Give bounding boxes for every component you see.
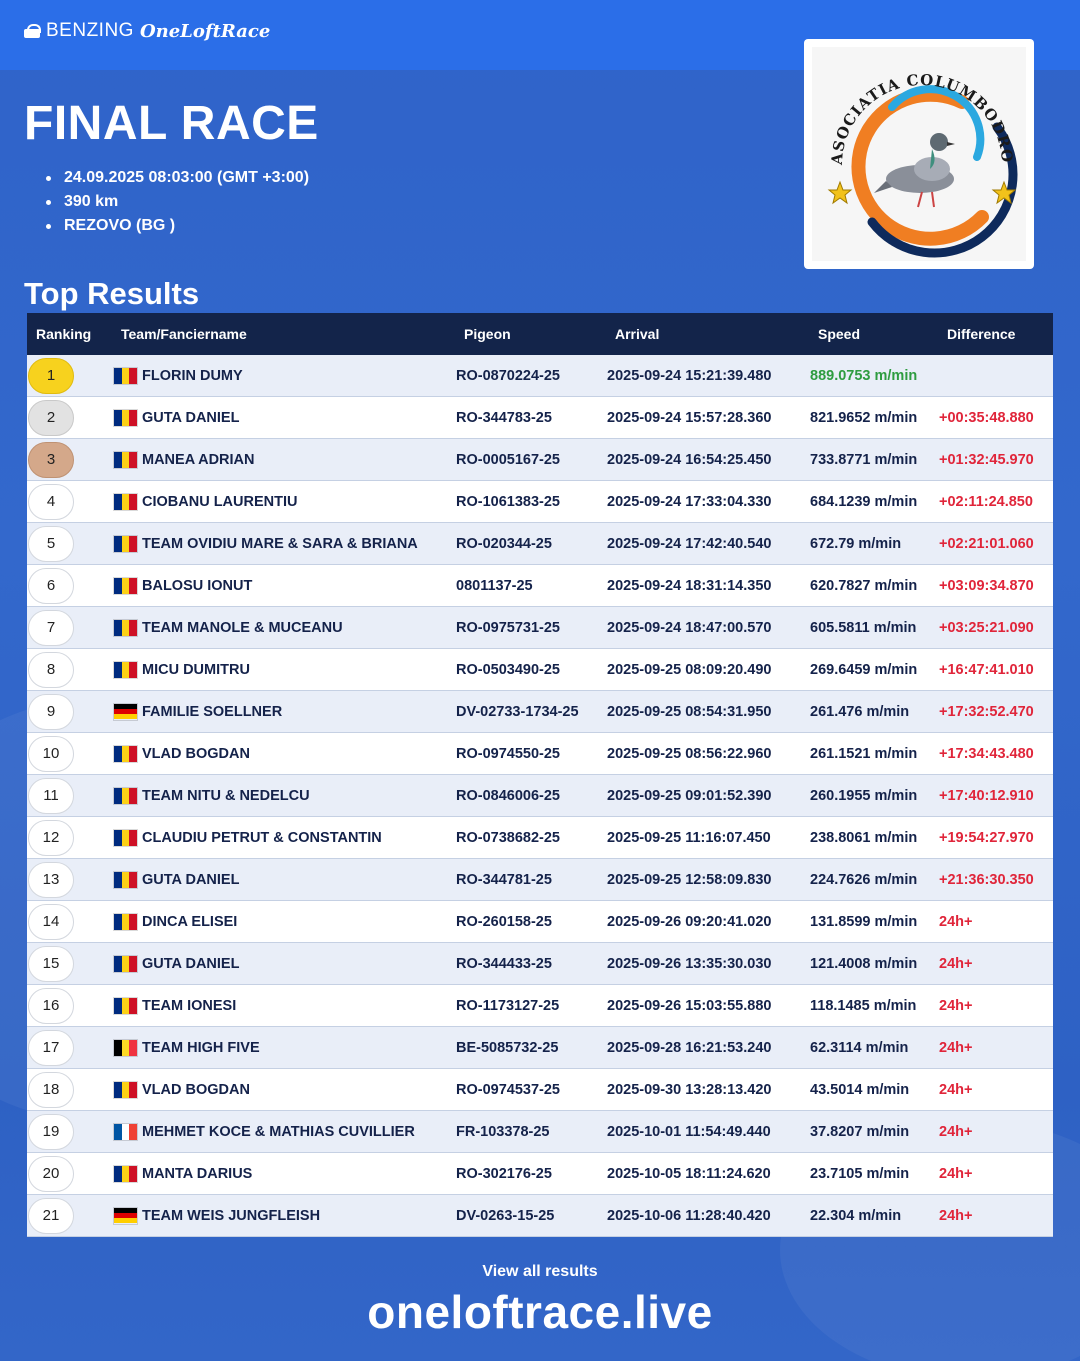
difference-value: 24h+ bbox=[939, 1207, 973, 1224]
table-row[interactable] bbox=[27, 859, 1053, 901]
table-row[interactable] bbox=[27, 649, 1053, 691]
results-table bbox=[27, 313, 1053, 1237]
race-title: FINAL RACE bbox=[24, 97, 319, 150]
arrival-time: 2025-09-24 15:57:28.360 bbox=[607, 409, 772, 426]
table-row[interactable] bbox=[27, 901, 1053, 943]
country-flag-icon bbox=[113, 787, 138, 805]
difference-value: 24h+ bbox=[939, 997, 973, 1014]
team-name[interactable]: MEHMET KOCE & MATHIAS CUVILLIER bbox=[142, 1123, 415, 1140]
arrival-time: 2025-09-24 15:21:39.480 bbox=[607, 367, 772, 384]
table-row[interactable] bbox=[27, 775, 1053, 817]
rank-cell bbox=[27, 1198, 113, 1234]
pigeon-id: RO-0974537-25 bbox=[456, 1081, 560, 1098]
speed-value: 22.304 m/min bbox=[810, 1207, 902, 1224]
difference-value: 24h+ bbox=[939, 913, 973, 930]
table-row[interactable] bbox=[27, 523, 1053, 565]
rank-cell bbox=[27, 946, 113, 982]
brand-product: OneLoftRace bbox=[139, 20, 271, 42]
rank-badge: 7 bbox=[28, 610, 74, 646]
difference-value: +01:32:45.970 bbox=[939, 451, 1034, 468]
site-url[interactable]: oneloftrace.live bbox=[367, 1286, 713, 1338]
team-cell bbox=[113, 955, 456, 973]
pigeon-id: 0801137-25 bbox=[456, 577, 533, 594]
speed-value: 43.5014 m/min bbox=[810, 1081, 910, 1098]
speed-value: 269.6459 m/min bbox=[810, 661, 918, 678]
pigeon-id: FR-103378-25 bbox=[456, 1123, 550, 1140]
team-cell bbox=[113, 577, 456, 595]
difference-value: +17:34:43.480 bbox=[939, 745, 1034, 762]
table-row[interactable] bbox=[27, 1027, 1053, 1069]
team-name[interactable]: VLAD BOGDAN bbox=[142, 745, 250, 762]
speed-value: 889.0753 m/min bbox=[810, 367, 918, 384]
team-cell bbox=[113, 1207, 456, 1225]
team-cell bbox=[113, 367, 456, 385]
arrival-time: 2025-09-24 17:33:04.330 bbox=[607, 493, 772, 510]
speed-value: 672.79 m/min bbox=[810, 535, 902, 552]
pigeon-id: RO-344783-25 bbox=[456, 409, 552, 426]
team-cell bbox=[113, 997, 456, 1015]
pigeon-id: BE-5085732-25 bbox=[456, 1039, 559, 1056]
brand-logo[interactable] bbox=[24, 20, 270, 42]
speed-value: 238.8061 m/min bbox=[810, 829, 918, 846]
rank-cell bbox=[27, 820, 113, 856]
pigeon-id: RO-0974550-25 bbox=[456, 745, 560, 762]
country-flag-icon bbox=[113, 955, 138, 973]
pigeon-id: RO-020344-25 bbox=[456, 535, 552, 552]
brand-name: BENZING bbox=[46, 20, 134, 41]
rank-badge: 1 bbox=[28, 358, 74, 394]
team-cell bbox=[113, 451, 456, 469]
rank-cell bbox=[27, 988, 113, 1024]
team-name[interactable]: FAMILIE SOELLNER bbox=[142, 703, 283, 720]
country-flag-icon bbox=[113, 619, 138, 637]
team-cell bbox=[113, 745, 456, 763]
arrival-time: 2025-09-28 16:21:53.240 bbox=[607, 1039, 772, 1056]
speed-value: 684.1239 m/min bbox=[810, 493, 918, 510]
pigeon-id: RO-0005167-25 bbox=[456, 451, 560, 468]
col-team[interactable]: Team/Fanciername bbox=[121, 326, 247, 342]
country-flag-icon bbox=[113, 1081, 138, 1099]
pigeon-id: RO-1173127-25 bbox=[456, 997, 560, 1014]
section-title: Top Results bbox=[24, 276, 200, 311]
race-datetime: 24.09.2025 08:03:00 (GMT +3:00) bbox=[46, 166, 309, 190]
team-cell bbox=[113, 1081, 456, 1099]
pigeon-id: RO-0503490-25 bbox=[456, 661, 560, 678]
rank-badge: 9 bbox=[28, 694, 74, 730]
col-arrival[interactable]: Arrival bbox=[615, 326, 660, 342]
arrival-time: 2025-09-24 16:54:25.450 bbox=[607, 451, 772, 468]
rank-cell bbox=[27, 1072, 113, 1108]
col-speed[interactable]: Speed bbox=[818, 326, 861, 342]
country-flag-icon bbox=[113, 409, 138, 427]
arrival-time: 2025-09-26 15:03:55.880 bbox=[607, 997, 772, 1014]
pigeon-id: RO-260158-25 bbox=[456, 913, 552, 930]
rank-badge: 10 bbox=[28, 736, 74, 772]
country-flag-icon bbox=[113, 493, 138, 511]
table-row[interactable] bbox=[27, 691, 1053, 733]
difference-value: +03:09:34.870 bbox=[939, 577, 1034, 594]
table-row[interactable] bbox=[27, 1111, 1053, 1153]
team-cell bbox=[113, 871, 456, 889]
rank-badge: 11 bbox=[28, 778, 74, 814]
col-difference[interactable]: Difference bbox=[947, 326, 1016, 342]
country-flag-icon bbox=[113, 661, 138, 679]
table-row[interactable] bbox=[27, 607, 1053, 649]
rank-badge: 19 bbox=[28, 1114, 74, 1150]
country-flag-icon bbox=[113, 997, 138, 1015]
team-name[interactable]: MICU DUMITRU bbox=[142, 661, 250, 678]
table-row[interactable] bbox=[27, 985, 1053, 1027]
team-name[interactable]: FLORIN DUMY bbox=[142, 367, 243, 384]
team-cell bbox=[113, 703, 456, 721]
team-cell bbox=[113, 829, 456, 847]
rank-cell bbox=[27, 526, 113, 562]
country-flag-icon bbox=[113, 1039, 138, 1057]
arrival-time: 2025-09-30 13:28:13.420 bbox=[607, 1081, 772, 1098]
rank-badge: 18 bbox=[28, 1072, 74, 1108]
arrival-time: 2025-10-06 11:28:40.420 bbox=[607, 1207, 771, 1224]
rank-badge: 6 bbox=[28, 568, 74, 604]
table-row[interactable] bbox=[27, 439, 1053, 481]
table-row[interactable] bbox=[27, 397, 1053, 439]
rank-badge: 13 bbox=[28, 862, 74, 898]
country-flag-icon bbox=[113, 829, 138, 847]
rank-cell bbox=[27, 904, 113, 940]
club-logo bbox=[804, 39, 1034, 269]
rank-cell bbox=[27, 652, 113, 688]
rank-badge: 21 bbox=[28, 1198, 74, 1234]
team-cell bbox=[113, 409, 456, 427]
race-details bbox=[46, 166, 309, 238]
country-flag-icon bbox=[113, 1207, 138, 1225]
team-name[interactable]: MANEA ADRIAN bbox=[142, 451, 255, 468]
table-row[interactable] bbox=[27, 355, 1053, 397]
arrival-time: 2025-09-24 18:47:00.570 bbox=[607, 619, 772, 636]
pigeon-id: RO-0870224-25 bbox=[456, 367, 560, 384]
speed-value: 261.1521 m/min bbox=[810, 745, 918, 762]
difference-value: 24h+ bbox=[939, 1165, 973, 1182]
rank-cell bbox=[27, 568, 113, 604]
speed-value: 118.1485 m/min bbox=[810, 997, 917, 1014]
club-logo-emblem bbox=[812, 47, 1026, 261]
rank-cell bbox=[27, 694, 113, 730]
team-cell bbox=[113, 619, 456, 637]
rank-cell bbox=[27, 358, 113, 394]
country-flag-icon bbox=[113, 367, 138, 385]
pigeon-id: RO-0738682-25 bbox=[456, 829, 560, 846]
arrival-time: 2025-09-24 17:42:40.540 bbox=[607, 535, 772, 552]
team-cell bbox=[113, 1165, 456, 1183]
rank-badge: 15 bbox=[28, 946, 74, 982]
col-pigeon[interactable]: Pigeon bbox=[464, 326, 511, 342]
difference-value: 24h+ bbox=[939, 1081, 973, 1098]
team-cell bbox=[113, 535, 456, 553]
pigeon-id: RO-302176-25 bbox=[456, 1165, 552, 1182]
rank-cell bbox=[27, 1156, 113, 1192]
country-flag-icon bbox=[113, 703, 138, 721]
rank-cell bbox=[27, 610, 113, 646]
table-row[interactable] bbox=[27, 565, 1053, 607]
rank-cell bbox=[27, 1114, 113, 1150]
team-cell bbox=[113, 661, 456, 679]
team-name[interactable]: GUTA DANIEL bbox=[142, 871, 240, 888]
table-row[interactable] bbox=[27, 1195, 1053, 1237]
difference-value: +00:35:48.880 bbox=[939, 409, 1034, 426]
col-ranking[interactable]: Ranking bbox=[36, 326, 92, 342]
country-flag-icon bbox=[113, 1123, 138, 1141]
difference-value: +21:36:30.350 bbox=[939, 871, 1034, 888]
svg-text:ASOCIATIA COLUMBODROM SUPREM bbox=[812, 47, 1016, 166]
team-name[interactable]: GUTA DANIEL bbox=[142, 955, 240, 972]
country-flag-icon bbox=[113, 913, 138, 931]
difference-value: 24h+ bbox=[939, 1123, 973, 1140]
team-name[interactable]: VLAD BOGDAN bbox=[142, 1081, 250, 1098]
speed-value: 23.7105 m/min bbox=[810, 1165, 910, 1182]
rank-badge: 4 bbox=[28, 484, 74, 520]
table-row[interactable] bbox=[27, 817, 1053, 859]
arrival-time: 2025-09-25 12:58:09.830 bbox=[607, 871, 772, 888]
arrival-time: 2025-10-05 18:11:24.620 bbox=[607, 1165, 771, 1182]
view-all-results-link[interactable]: View all results bbox=[482, 1263, 598, 1280]
team-name[interactable]: CIOBANU LAURENTIU bbox=[142, 493, 298, 510]
rank-cell bbox=[27, 442, 113, 478]
rank-badge: 16 bbox=[28, 988, 74, 1024]
rank-badge: 17 bbox=[28, 1030, 74, 1066]
rank-badge: 12 bbox=[28, 820, 74, 856]
rank-badge: 5 bbox=[28, 526, 74, 562]
team-cell bbox=[113, 787, 456, 805]
team-name[interactable]: CLAUDIU PETRUT & CONSTANTIN bbox=[142, 829, 382, 846]
arrival-time: 2025-09-24 18:31:14.350 bbox=[607, 577, 772, 594]
table-row[interactable] bbox=[27, 733, 1053, 775]
table-body bbox=[27, 355, 1053, 1237]
difference-value: +16:47:41.010 bbox=[939, 661, 1034, 678]
team-name[interactable]: GUTA DANIEL bbox=[142, 409, 240, 426]
speed-value: 62.3114 m/min bbox=[810, 1039, 909, 1056]
race-location: REZOVO (BG ) bbox=[46, 214, 309, 238]
speed-value: 620.7827 m/min bbox=[810, 577, 918, 594]
difference-value: +02:11:24.850 bbox=[939, 493, 1033, 510]
team-name[interactable]: MANTA DARIUS bbox=[142, 1165, 253, 1182]
pigeon-id: RO-1061383-25 bbox=[456, 493, 560, 510]
rank-badge: 3 bbox=[28, 442, 74, 478]
team-name[interactable]: TEAM OVIDIU MARE & SARA & BRIANA bbox=[142, 535, 418, 552]
rank-cell bbox=[27, 1030, 113, 1066]
arrival-time: 2025-09-25 08:56:22.960 bbox=[607, 745, 772, 762]
team-cell bbox=[113, 1123, 456, 1141]
speed-value: 121.4008 m/min bbox=[810, 955, 918, 972]
rank-badge: 2 bbox=[28, 400, 74, 436]
speed-value: 131.8599 m/min bbox=[810, 913, 918, 930]
club-logo-text: ASOCIATIA COLUMBODRO bbox=[827, 70, 1017, 166]
difference-value: +17:32:52.470 bbox=[939, 703, 1034, 720]
team-name[interactable]: TEAM MANOLE & MUCEANU bbox=[142, 619, 343, 636]
rank-badge: 14 bbox=[28, 904, 74, 940]
pigeon-id: DV-0263-15-25 bbox=[456, 1207, 555, 1224]
country-flag-icon bbox=[113, 745, 138, 763]
arrival-time: 2025-10-01 11:54:49.440 bbox=[607, 1123, 771, 1140]
rank-cell bbox=[27, 736, 113, 772]
difference-value: +03:25:21.090 bbox=[939, 619, 1034, 636]
team-name[interactable]: TEAM IONESI bbox=[142, 997, 237, 1014]
pigeon-id: RO-0846006-25 bbox=[456, 787, 560, 804]
rank-badge: 8 bbox=[28, 652, 74, 688]
country-flag-icon bbox=[113, 1165, 138, 1183]
race-distance: 390 km bbox=[46, 190, 309, 214]
speed-value: 261.476 m/min bbox=[810, 703, 910, 720]
speed-value: 733.8771 m/min bbox=[810, 451, 918, 468]
country-flag-icon bbox=[113, 451, 138, 469]
rank-cell bbox=[27, 862, 113, 898]
arrival-time: 2025-09-26 09:20:41.020 bbox=[607, 913, 772, 930]
rank-cell bbox=[27, 484, 113, 520]
speed-value: 224.7626 m/min bbox=[810, 871, 918, 888]
difference-value: +17:40:12.910 bbox=[939, 787, 1034, 804]
speed-value: 605.5811 m/min bbox=[810, 619, 917, 636]
arrival-time: 2025-09-25 08:54:31.950 bbox=[607, 703, 772, 720]
country-flag-icon bbox=[113, 535, 138, 553]
difference-value: +19:54:27.970 bbox=[939, 829, 1034, 846]
team-name[interactable]: TEAM NITU & NEDELCU bbox=[142, 787, 310, 804]
team-name[interactable]: TEAM HIGH FIVE bbox=[142, 1039, 260, 1056]
rank-badge: 20 bbox=[28, 1156, 74, 1192]
speed-value: 260.1955 m/min bbox=[810, 787, 918, 804]
table-header bbox=[27, 313, 1053, 355]
rank-cell bbox=[27, 778, 113, 814]
arrival-time: 2025-09-25 11:16:07.450 bbox=[607, 829, 771, 846]
team-cell bbox=[113, 493, 456, 511]
team-cell bbox=[113, 913, 456, 931]
rank-cell bbox=[27, 400, 113, 436]
team-name[interactable]: BALOSU IONUT bbox=[142, 577, 253, 594]
difference-value: +02:21:01.060 bbox=[939, 535, 1034, 552]
arrival-time: 2025-09-26 13:35:30.030 bbox=[607, 955, 772, 972]
table-row[interactable] bbox=[27, 481, 1053, 523]
difference-value: 24h+ bbox=[939, 1039, 973, 1056]
arrival-time: 2025-09-25 08:09:20.490 bbox=[607, 661, 772, 678]
pigeon-id: RO-344781-25 bbox=[456, 871, 552, 888]
speed-value: 821.9652 m/min bbox=[810, 409, 918, 426]
country-flag-icon bbox=[113, 577, 138, 595]
country-flag-icon bbox=[113, 871, 138, 889]
pigeon-id: RO-0975731-25 bbox=[456, 619, 560, 636]
table-row[interactable] bbox=[27, 1153, 1053, 1195]
arrival-time: 2025-09-25 09:01:52.390 bbox=[607, 787, 772, 804]
table-row[interactable] bbox=[27, 943, 1053, 985]
table-row[interactable] bbox=[27, 1069, 1053, 1111]
difference-value: 24h+ bbox=[939, 955, 973, 972]
team-name[interactable]: TEAM WEIS JUNGFLEISH bbox=[142, 1207, 321, 1224]
team-cell bbox=[113, 1039, 456, 1057]
pigeon-id: RO-344433-25 bbox=[456, 955, 552, 972]
speed-value: 37.8207 m/min bbox=[810, 1123, 910, 1140]
loft-icon bbox=[24, 24, 40, 38]
team-name[interactable]: DINCA ELISEI bbox=[142, 913, 238, 930]
pigeon-id: DV-02733-1734-25 bbox=[456, 703, 579, 720]
